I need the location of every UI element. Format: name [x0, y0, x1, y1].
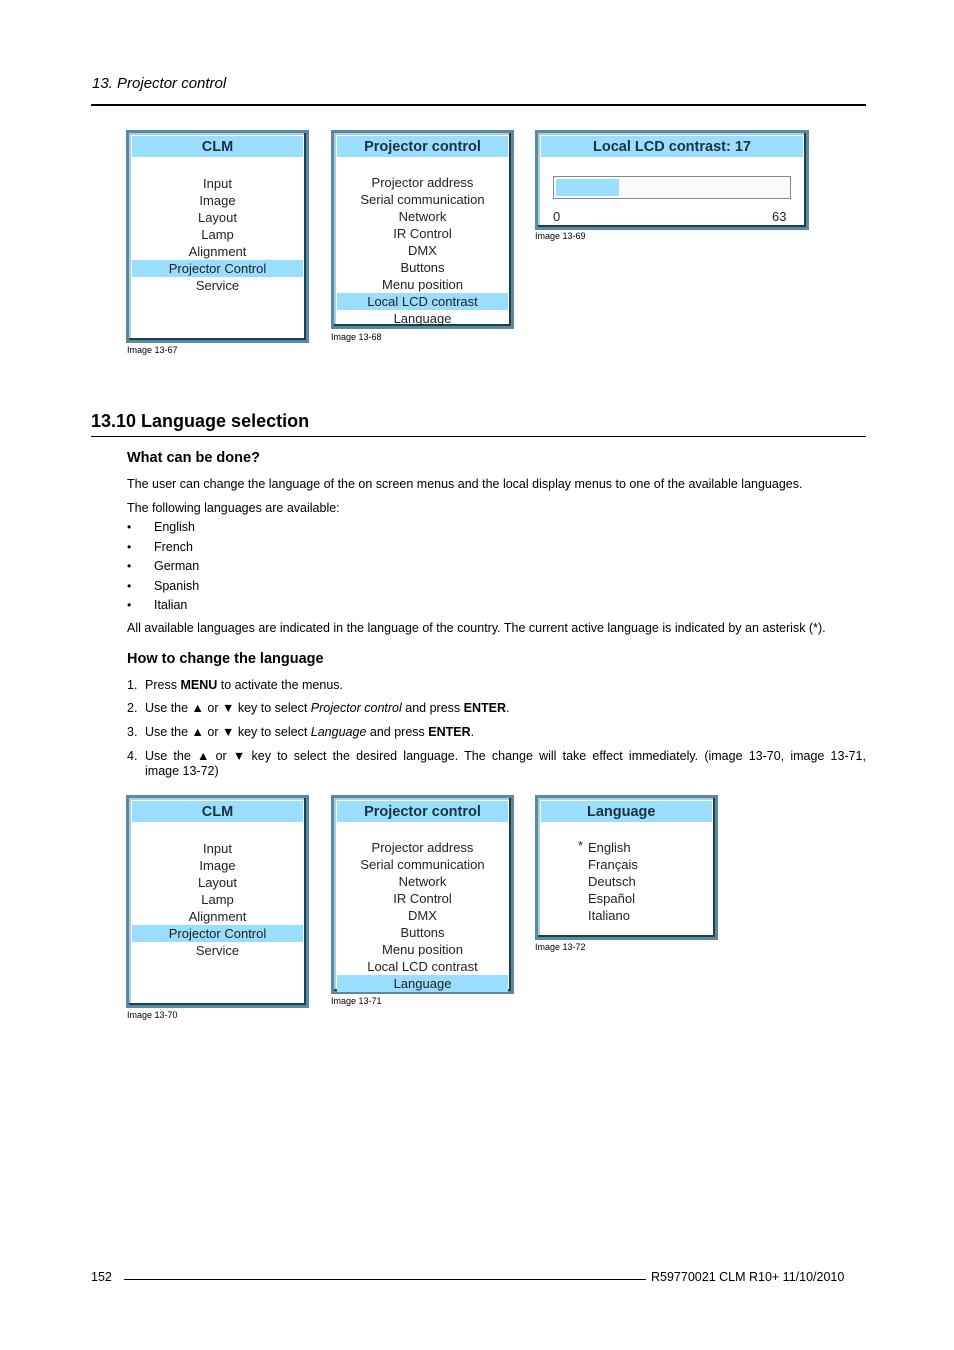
menu-item: Buttons — [400, 260, 445, 275]
how-heading: How to change the language — [127, 651, 324, 667]
menu-title: CLM — [132, 801, 303, 822]
page-number: 152 — [91, 1270, 112, 1284]
contrast-bar-fill — [556, 179, 619, 196]
menu-title: Projector control — [337, 136, 508, 157]
projector-control-menu-screenshot — [331, 130, 514, 329]
menu-item: Serial communication — [360, 192, 485, 207]
menu-item: Local LCD contrast — [367, 959, 478, 974]
menu-item: Layout — [197, 210, 238, 225]
list-item: • German — [127, 559, 200, 573]
image-caption: Image 13-72 — [535, 942, 586, 952]
menu-item: DMX — [408, 243, 437, 258]
footer-rule — [124, 1279, 646, 1280]
menu-item: Lamp — [201, 227, 234, 242]
menu-item: DMX — [408, 908, 437, 923]
list-item: • Italian — [127, 598, 188, 612]
contrast-bar — [553, 176, 791, 199]
step-4: 4. Use the ▲ or ▼ key to select the desired language. The change will take effect immediately. (image 13-70, image 13-71, image 13-72) — [127, 749, 866, 778]
menu-item: Lamp — [201, 892, 234, 907]
menu-item: Image — [199, 193, 236, 208]
menu-item: Image — [199, 858, 236, 873]
menu-item: Projector address — [371, 175, 474, 190]
language-item-active: * English — [578, 838, 631, 855]
list-item: • English — [127, 520, 195, 534]
list-item: • French — [127, 539, 193, 554]
projector-control-menu-screenshot — [331, 795, 514, 994]
chapter-header: 13. Projector control — [92, 75, 227, 92]
menu-item: Language — [393, 311, 452, 326]
document-id: R59770021 CLM R10+ 11/10/2010 — [651, 1270, 845, 1284]
language-item: Français — [588, 857, 638, 872]
bullet-list — [127, 519, 200, 617]
menu-item: Layout — [197, 875, 238, 890]
menu-title: Local LCD contrast: 17 — [541, 136, 803, 157]
menu-item-selected: Local LCD contrast — [337, 293, 508, 310]
what-text: The user can change the language of the on screen menus and the local display menus to one of the available languages. — [127, 477, 803, 491]
section-rule — [91, 436, 866, 437]
menu-item: Input — [203, 841, 232, 856]
list-intro: The following languages are available: — [127, 501, 340, 515]
menu-title: Language — [541, 801, 712, 822]
menu-item-selected: Language — [337, 975, 508, 992]
list-item: • Spanish — [127, 578, 200, 593]
menu-item: Service — [195, 278, 240, 293]
step-1: 1. Press MENU to activate the menus. — [127, 678, 344, 692]
menu-item: Serial communication — [360, 857, 485, 872]
image-caption: Image 13-71 — [331, 996, 382, 1006]
language-item: Español — [588, 891, 635, 906]
language-item: Deutsch — [588, 874, 636, 889]
language-menu-screenshot — [535, 795, 718, 940]
image-caption: Image 13-70 — [127, 1010, 178, 1020]
menu-item: Alignment — [188, 909, 247, 924]
image-caption: Image 13-67 — [127, 345, 178, 355]
note-text: All available languages are indicated in the language of the country. The current active language is indicated by an asterisk (*). — [127, 621, 826, 635]
menu-item: IR Control — [393, 226, 452, 241]
active-marker: * — [578, 838, 584, 853]
image-caption: Image 13-68 — [331, 332, 382, 342]
language-item: Italiano — [588, 908, 630, 923]
menu-item: Projector address — [371, 840, 474, 855]
menu-item: Menu position — [382, 942, 463, 957]
step-3: 3. Use the ▲ or ▼ key to select Language and press ENTER. — [127, 725, 475, 739]
clm-menu-screenshot — [126, 130, 309, 343]
menu-item: Input — [203, 176, 232, 191]
menu-title: Projector control — [337, 801, 508, 822]
menu-title: CLM — [132, 136, 303, 157]
image-caption: Image 13-69 — [535, 231, 586, 241]
menu-item: Menu position — [382, 277, 463, 292]
lcd-contrast-screenshot — [535, 130, 809, 230]
menu-item-selected: Projector Control — [132, 260, 303, 277]
menu-item: Network — [398, 209, 447, 224]
menu-item: Buttons — [400, 925, 445, 940]
menu-item: Network — [398, 874, 447, 889]
menu-item: Alignment — [188, 244, 247, 259]
contrast-max-label: 63 — [772, 209, 787, 224]
step-2: 2. Use the ▲ or ▼ key to select Projector control and press ENTER. — [127, 701, 510, 715]
menu-item-selected: Projector Control — [132, 925, 303, 942]
section-title: 13.10 Language selection — [91, 411, 310, 431]
clm-menu-screenshot — [126, 795, 309, 1008]
menu-item: IR Control — [393, 891, 452, 906]
menu-item: Service — [195, 943, 240, 958]
contrast-min-label: 0 — [553, 209, 561, 224]
what-heading: What can be done? — [127, 450, 260, 466]
header-rule — [91, 104, 866, 106]
